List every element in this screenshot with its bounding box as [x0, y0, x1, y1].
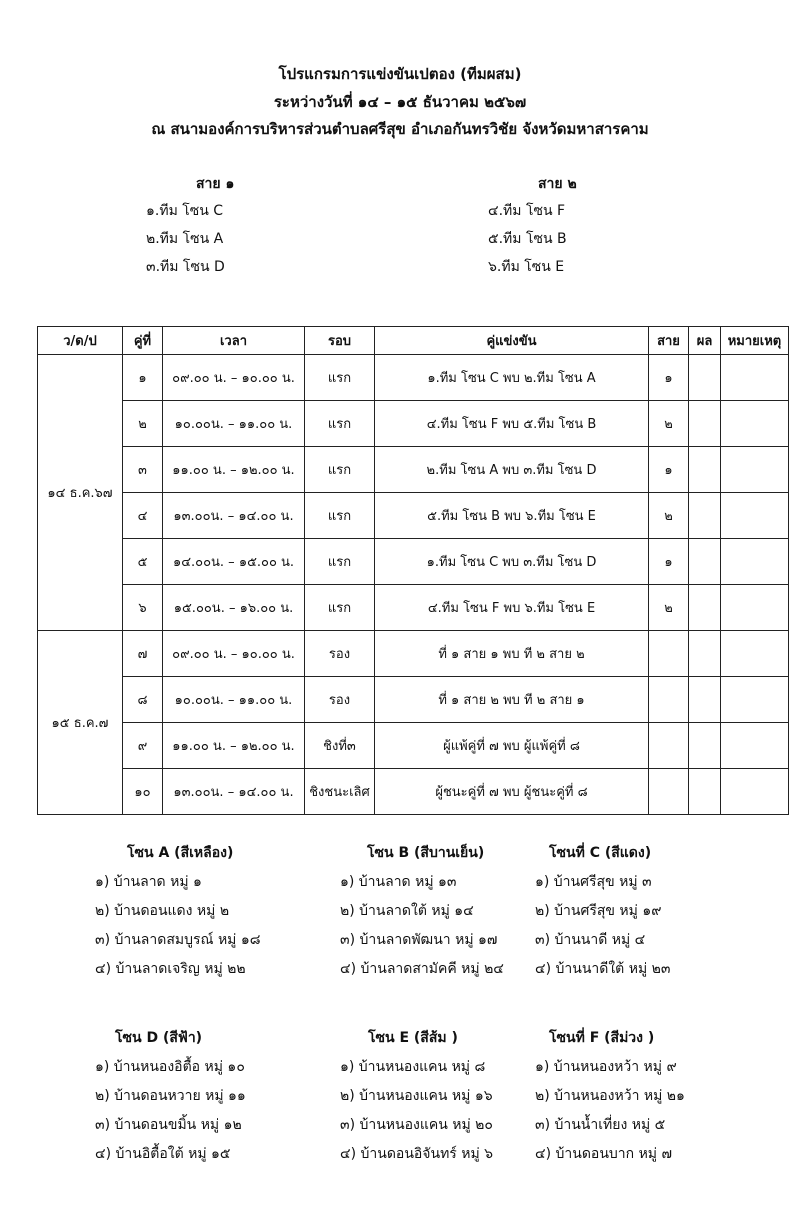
- note-cell: [721, 677, 789, 723]
- result-cell: [689, 723, 721, 769]
- header-match: คู่แข่งขัน: [375, 327, 649, 355]
- note-cell: [721, 401, 789, 447]
- zone-village: ๓) บ้านหนองแคน หมู่ ๒๐: [340, 1117, 493, 1133]
- zone-village: ๒) บ้านลาดใต้ หมู่ ๑๔: [340, 903, 474, 919]
- group-team: ๖.ทีม โซน E: [488, 259, 565, 275]
- match-number-cell: ๑: [123, 355, 163, 401]
- result-cell: [689, 355, 721, 401]
- match-number-cell: ๔: [123, 493, 163, 539]
- note-cell: [721, 631, 789, 677]
- line-cell: [649, 769, 689, 815]
- match-cell: ที่ ๑ สาย ๒ พบ ที ๒ สาย ๑: [375, 677, 649, 723]
- zone-village: ๒) บ้านดอนแดง หมู่ ๒: [95, 903, 230, 919]
- time-cell: ๑๑.๐๐ น. – ๑๒.๐๐ น.: [163, 447, 305, 493]
- table-row: [38, 539, 789, 585]
- result-cell: [689, 677, 721, 723]
- round-cell: รอง: [305, 631, 375, 677]
- zone-village: ๑) บ้านลาด หมู่ ๑๓: [340, 874, 457, 890]
- result-cell: [689, 631, 721, 677]
- zone-village: ๔) บ้านดอนอิจันทร์ หมู่ ๖: [340, 1146, 494, 1162]
- zone-village: ๒) บ้านดอนหวาย หมู่ ๑๑: [95, 1088, 246, 1104]
- note-cell: [721, 447, 789, 493]
- zone-village: ๔) บ้านดอนบาก หมู่ ๗: [535, 1146, 673, 1162]
- note-cell: [721, 723, 789, 769]
- line-cell: [649, 677, 689, 723]
- time-cell: ๑๕.๐๐น. – ๑๖.๐๐ น.: [163, 585, 305, 631]
- date-cell: ๑๔ ธ.ค.๖๗: [38, 355, 123, 631]
- zone-village: ๔) บ้านลาดเจริญ หมู่ ๒๒: [95, 961, 246, 977]
- time-cell: ๑๑.๐๐ น. – ๑๒.๐๐ น.: [163, 723, 305, 769]
- header-round: รอบ: [305, 327, 375, 355]
- zone-f: [535, 1027, 685, 1165]
- match-cell: ๒.ทีม โซน A พบ ๓.ทีม โซน D: [375, 447, 649, 493]
- table-row: [38, 355, 789, 401]
- zone-title: โซน E (สีส้ม ): [368, 1030, 458, 1046]
- group-team: ๕.ทีม โซน B: [488, 231, 567, 247]
- match-number-cell: ๗: [123, 631, 163, 677]
- line-cell: ๒: [649, 401, 689, 447]
- header-match-no: คู่ที่: [123, 327, 163, 355]
- match-number-cell: ๓: [123, 447, 163, 493]
- match-cell: ที่ ๑ สาย ๑ พบ ที ๒ สาย ๒: [375, 631, 649, 677]
- group-team: ๒.ทีม โซน A: [146, 231, 224, 247]
- line-cell: [649, 723, 689, 769]
- time-cell: ๐๙.๐๐ น. – ๑๐.๐๐ น.: [163, 631, 305, 677]
- result-cell: [689, 493, 721, 539]
- time-cell: ๐๙.๐๐ น. – ๑๐.๐๐ น.: [163, 355, 305, 401]
- note-cell: [721, 585, 789, 631]
- note-cell: [721, 493, 789, 539]
- zone-title: โซน A (สีเหลือง): [127, 845, 234, 861]
- round-cell: ชิงชนะเลิศ: [305, 769, 375, 815]
- zone-a: [95, 842, 261, 980]
- match-cell: ๕.ทีม โซน B พบ ๖.ทีม โซน E: [375, 493, 649, 539]
- header-note: หมายเหตุ: [721, 327, 789, 355]
- zone-c: [535, 842, 670, 980]
- group-team: ๓.ทีม โซน D: [146, 259, 225, 275]
- round-cell: แรก: [305, 585, 375, 631]
- zone-village: ๔) บ้านลาดสามัคคี หมู่ ๒๔: [340, 961, 504, 977]
- note-cell: [721, 769, 789, 815]
- group-team: ๔.ทีม โซน F: [488, 203, 566, 219]
- line-cell: ๑: [649, 355, 689, 401]
- result-cell: [689, 401, 721, 447]
- zone-village: ๓) บ้านลาดสมบูรณ์ หมู่ ๑๘: [95, 932, 261, 948]
- time-cell: ๑๓.๐๐น. – ๑๔.๐๐ น.: [163, 769, 305, 815]
- table-header-row: [38, 327, 789, 355]
- round-cell: แรก: [305, 493, 375, 539]
- zone-e: [340, 1027, 493, 1165]
- line-cell: [649, 631, 689, 677]
- match-number-cell: ๒: [123, 401, 163, 447]
- match-number-cell: ๘: [123, 677, 163, 723]
- table-row: [38, 723, 789, 769]
- time-cell: ๑๐.๐๐น. – ๑๑.๐๐ น.: [163, 677, 305, 723]
- round-cell: ชิงที่๓: [305, 723, 375, 769]
- result-cell: [689, 769, 721, 815]
- zone-village: ๒) บ้านศรีสุข หมู่ ๑๙: [535, 903, 662, 919]
- document-title: โปรแกรมการแข่งขันเปตอง (ทีมผสม): [278, 65, 522, 83]
- table-row: [38, 631, 789, 677]
- group-title: สาย ๒: [538, 176, 577, 192]
- zone-d: [95, 1027, 246, 1165]
- date-range: ระหว่างวันที่ ๑๔ – ๑๕ ธันวาคม ๒๕๖๗: [273, 93, 527, 111]
- round-cell: แรก: [305, 447, 375, 493]
- zone-village: ๑) บ้านหนองหว้า หมู่ ๙: [535, 1059, 677, 1075]
- result-cell: [689, 539, 721, 585]
- round-cell: รอง: [305, 677, 375, 723]
- match-cell: ๑.ทีม โซน C พบ ๓.ทีม โซน D: [375, 539, 649, 585]
- zone-village: ๑) บ้านลาด หมู่ ๑: [95, 874, 202, 890]
- match-cell: ๔.ทีม โซน F พบ ๖.ทีม โซน E: [375, 585, 649, 631]
- zone-village: ๑) บ้านหนองอิตื้อ หมู่ ๑๐: [95, 1059, 245, 1075]
- group-team: ๑.ทีม โซน C: [146, 203, 224, 219]
- header-result: ผล: [689, 327, 721, 355]
- zone-village: ๓) บ้านดอนขมิ้น หมู่ ๑๒: [95, 1117, 242, 1133]
- note-cell: [721, 539, 789, 585]
- header-date: ว/ด/ป: [38, 327, 123, 355]
- round-cell: แรก: [305, 355, 375, 401]
- table-row: [38, 769, 789, 815]
- result-cell: [689, 447, 721, 493]
- zone-village: ๒) บ้านหนองหว้า หมู่ ๒๑: [535, 1088, 685, 1104]
- match-cell: ผู้แพ้คู่ที่ ๗ พบ ผู้แพ้คู่ที่ ๘: [375, 723, 649, 769]
- header-time: เวลา: [163, 327, 305, 355]
- zone-village: ๓) บ้านน้ำเที่ยง หมู่ ๕: [535, 1117, 666, 1133]
- line-cell: ๒: [649, 585, 689, 631]
- zone-village: ๑) บ้านหนองแคน หมู่ ๘: [340, 1059, 486, 1075]
- match-cell: ๑.ทีม โซน C พบ ๒.ทีม โซน A: [375, 355, 649, 401]
- zone-village: ๔) บ้านนาดีใต้ หมู่ ๒๓: [535, 961, 671, 977]
- round-cell: แรก: [305, 539, 375, 585]
- schedule-table: [37, 326, 789, 815]
- zone-village: ๔) บ้านอิตื้อใต้ หมู่ ๑๕: [95, 1146, 231, 1162]
- zone-title: โซน D (สีฟ้า): [115, 1030, 203, 1046]
- zone-village: ๒) บ้านหนองแคน หมู่ ๑๖: [340, 1088, 493, 1104]
- table-row: [38, 401, 789, 447]
- venue: ณ สนามองค์การบริหารส่วนตำบลศรีสุข อำเภอกันทรวิชัย จังหวัดมหาสารคาม: [151, 120, 649, 138]
- line-cell: ๑: [649, 539, 689, 585]
- zone-village: ๓) บ้านนาดี หมู่ ๔: [535, 932, 646, 948]
- zone-b: [340, 842, 504, 980]
- zone-village: ๓) บ้านลาดพัฒนา หมู่ ๑๗: [340, 932, 498, 948]
- match-number-cell: ๑๐: [123, 769, 163, 815]
- time-cell: ๑๔.๐๐น. – ๑๕.๐๐ น.: [163, 539, 305, 585]
- round-cell: แรก: [305, 401, 375, 447]
- zone-title: โซน B (สีบานเย็น): [367, 845, 485, 861]
- result-cell: [689, 585, 721, 631]
- table-row: [38, 447, 789, 493]
- table-row: [38, 677, 789, 723]
- time-cell: ๑๓.๐๐น. – ๑๔.๐๐ น.: [163, 493, 305, 539]
- zone-title: โซนที่ C (สีแดง): [549, 845, 652, 861]
- match-number-cell: ๕: [123, 539, 163, 585]
- time-cell: ๑๐.๐๐น. – ๑๑.๐๐ น.: [163, 401, 305, 447]
- match-cell: ผู้ชนะคู่ที่ ๗ พบ ผู้ชนะคู่ที่ ๘: [375, 769, 649, 815]
- match-number-cell: ๙: [123, 723, 163, 769]
- group-title: สาย ๑: [196, 176, 235, 192]
- zone-title: โซนที่ F (สีม่วง ): [549, 1030, 655, 1046]
- note-cell: [721, 355, 789, 401]
- line-cell: ๒: [649, 493, 689, 539]
- header-line: สาย: [649, 327, 689, 355]
- table-row: [38, 585, 789, 631]
- match-cell: ๔.ทีม โซน F พบ ๕.ทีม โซน B: [375, 401, 649, 447]
- match-number-cell: ๖: [123, 585, 163, 631]
- line-cell: ๑: [649, 447, 689, 493]
- table-row: [38, 493, 789, 539]
- zone-village: ๑) บ้านศรีสุข หมู่ ๓: [535, 874, 652, 890]
- date-cell: ๑๕ ธ.ค.๗: [38, 631, 123, 815]
